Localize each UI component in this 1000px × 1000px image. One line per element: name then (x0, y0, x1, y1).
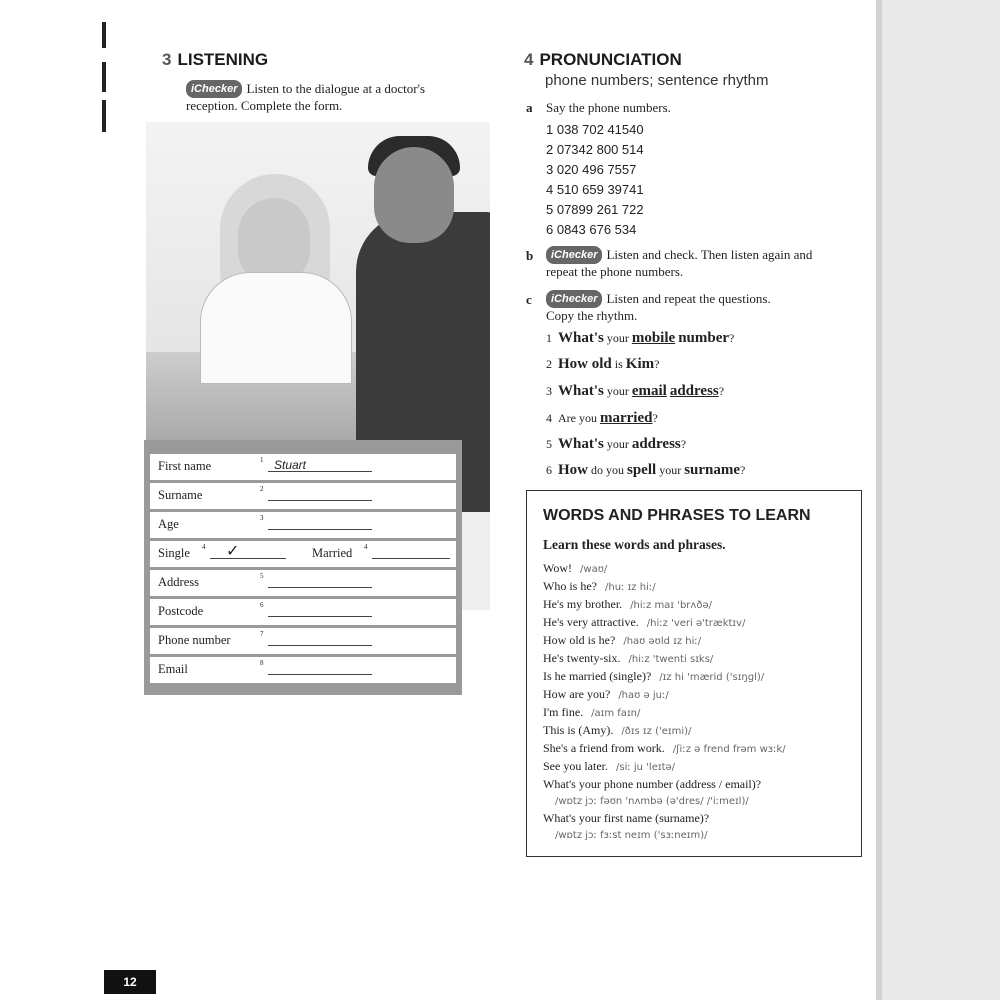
form-row-marital: Single 4 ✓ Married 4 (150, 541, 456, 567)
phrase-item: Is he married (single)? /ɪz hi 'mærid ('sɪŋgl)/ (543, 669, 765, 683)
form-row-postcode: Postcode 6 (150, 599, 456, 625)
surname-field[interactable] (268, 500, 372, 501)
phrase-item: See you later. /siː ju 'leɪtə/ (543, 759, 676, 773)
spine-mark (102, 22, 106, 48)
pronunciation-subtitle: phone numbers; sentence rhythm (545, 72, 769, 89)
form-row-address: Address 5 (150, 570, 456, 596)
married-field[interactable] (372, 558, 450, 559)
listening-instruction: iChecker Listen to the dialogue at a doctor's reception. Complete the form. (186, 81, 425, 113)
phrase-item: He's very attractive. /hiːz 'veri ə'træktɪv/ (543, 615, 746, 629)
age-field[interactable] (268, 529, 372, 530)
question-1: 1 What's your mobile number? (546, 330, 735, 346)
list-item: 3 020 496 7557 (546, 162, 637, 177)
page-number: 12 (104, 970, 156, 994)
exercise-b-instruction: iChecker Listen and check. Then listen again and repeat the phone numbers. (546, 247, 813, 279)
question-3: 3 What's your email address? (546, 383, 725, 399)
list-item: 1 038 702 41540 (546, 122, 644, 137)
spine-mark (102, 62, 106, 92)
list-item: 5 07899 261 722 (546, 202, 644, 217)
words-phrases-subtitle: Learn these words and phrases. (543, 537, 726, 552)
address-field[interactable] (268, 587, 372, 588)
phrase-item: What's your first name (surname)? (543, 811, 710, 825)
form-row-first-name: First name 1 Stuart (150, 454, 456, 480)
email-field[interactable] (268, 674, 372, 675)
list-item: 2 07342 800 514 (546, 142, 644, 157)
phrase-item: This is (Amy). /ðɪs ɪz ('eɪmi)/ (543, 723, 692, 737)
phrase-item: She's a friend from work. /ʃiːz ə frend frəm wɜːk/ (543, 741, 786, 755)
ichecker-badge: iChecker (546, 246, 602, 264)
registration-form (144, 440, 462, 695)
phrase-item: He's my brother. /hiːz maɪ 'brʌðə/ (543, 597, 712, 611)
listening-heading: 3 LISTENING (162, 50, 269, 69)
phrase-item: Wow! /waʊ/ (543, 561, 608, 575)
phrase-item: How are you? /haʊ ə juː/ (543, 687, 669, 701)
question-6: 6 How do you spell your surname? (546, 462, 746, 478)
form-row-surname: Surname 2 (150, 483, 456, 509)
ichecker-badge: iChecker (546, 290, 602, 308)
pronunciation-heading: 4 PRONUNCIATION (524, 50, 682, 69)
postcode-field[interactable] (268, 616, 372, 617)
phrase-item: How old is he? /haʊ əʊld ɪz hiː/ (543, 633, 702, 647)
words-phrases-box (526, 490, 862, 857)
question-2: 2 How old is Kim? (546, 356, 660, 372)
words-phrases-title: WORDS AND PHRASES TO LEARN (543, 507, 811, 524)
ichecker-badge: iChecker (186, 80, 242, 98)
phrase-item: I'm fine. /aɪm faɪn/ (543, 705, 641, 719)
spine-mark (102, 100, 106, 132)
phone-number-list (546, 122, 644, 242)
form-row-age: Age 3 (150, 512, 456, 538)
page-edge-line (876, 0, 882, 1000)
phrase-phonetic: /wɒtz jɔː fəʊn 'nʌmbə (ə'dres/ /'iːmeɪl)/ (555, 796, 749, 807)
phrase-item: What's your phone number (address / email)? (543, 777, 762, 791)
question-5: 5 What's your address? (546, 436, 687, 452)
form-row-phone: Phone number 7 (150, 628, 456, 654)
single-checkmark[interactable]: ✓ (226, 543, 240, 560)
phrase-item: He's twenty-six. /hiːz 'twenti sɪks/ (543, 651, 714, 665)
phone-field[interactable] (268, 645, 372, 646)
exercise-c-instruction: iChecker Listen and repeat the questions. Copy the rhythm. (546, 291, 771, 323)
phrase-phonetic: /wɒtz jɔː fɜːst neɪm ('sɜːneɪm)/ (555, 830, 708, 841)
question-4: 4 Are you married? (546, 410, 658, 426)
list-item: 6 0843 676 534 (546, 222, 637, 237)
exercise-a-instruction: Say the phone numbers. (546, 100, 671, 115)
first-name-value[interactable]: Stuart (274, 458, 307, 472)
phrase-item: Who is he? /huː ɪz hiː/ (543, 579, 656, 593)
list-item: 4 510 659 39741 (546, 182, 644, 197)
page-edge-shadow (878, 0, 1000, 1000)
form-row-email: Email 8 (150, 657, 456, 683)
